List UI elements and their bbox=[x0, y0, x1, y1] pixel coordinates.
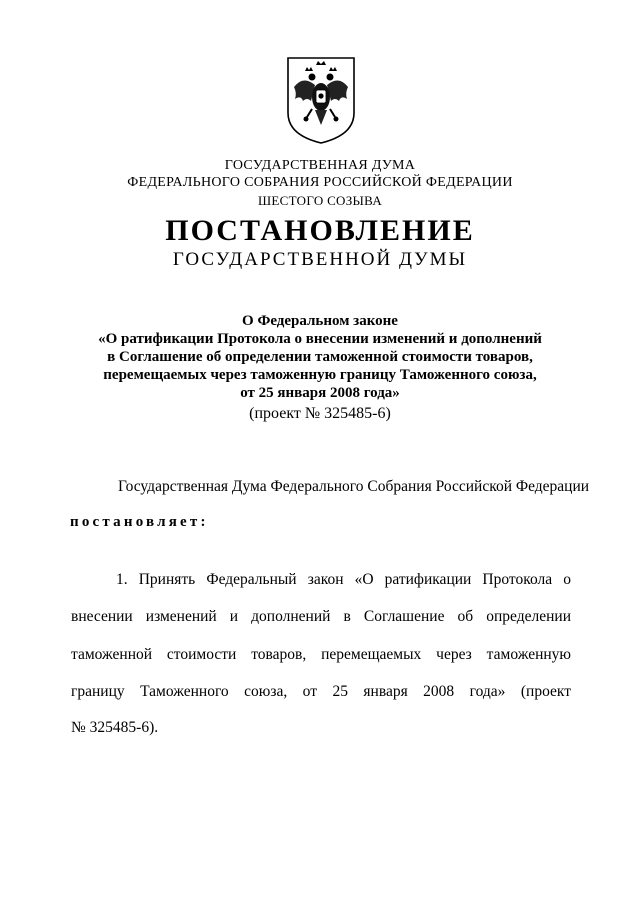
document-issuer: ГОСУДАРСТВЕННОЙ ДУМЫ bbox=[172, 249, 468, 270]
document-type-title: ПОСТАНОВЛЕНИЕ bbox=[165, 214, 475, 247]
paragraph-1-line-1: 1. Принять Федеральный закон «О ратификации Протокола о bbox=[116, 571, 571, 588]
coat-of-arms-icon bbox=[285, 55, 357, 145]
org-name-line-1: ГОСУДАРСТВЕННАЯ ДУМА bbox=[224, 158, 416, 173]
subject-line-3: в Соглашение об определении таможенной стоимости товаров, bbox=[107, 349, 533, 365]
convocation-line: ШЕСТОГО СОЗЫВА bbox=[257, 193, 383, 208]
preamble: Государственная Дума Федерального Собрания Российской Федерации bbox=[118, 478, 590, 495]
resolves-word: постановляет: bbox=[70, 514, 209, 530]
subject-line-1: О Федеральном законе bbox=[242, 313, 398, 329]
paragraph-1-line-4: границу Таможенного союза, от 25 января 2008 года» (проект bbox=[71, 683, 571, 700]
paragraph-1-line-2: внесении изменений и дополнений в Соглашение об определении bbox=[71, 608, 571, 625]
subject-line-5: от 25 января 2008 года» bbox=[240, 385, 400, 401]
org-name-line-2: ФЕДЕРАЛЬНОГО СОБРАНИЯ РОССИЙСКОЙ ФЕДЕРАЦИИ bbox=[127, 175, 513, 190]
subject-line-2: «О ратификации Протокола о внесении изменений и дополнений bbox=[98, 331, 542, 347]
draft-number: (проект № 325485-6) bbox=[249, 405, 391, 422]
subject-line-4: перемещаемых через таможенную границу Таможенного союза, bbox=[103, 367, 537, 383]
paragraph-1-line-3: таможенной стоимости товаров, перемещаемых через таможенную bbox=[71, 646, 571, 663]
paragraph-1-line-5: № 325485-6). bbox=[71, 719, 159, 736]
